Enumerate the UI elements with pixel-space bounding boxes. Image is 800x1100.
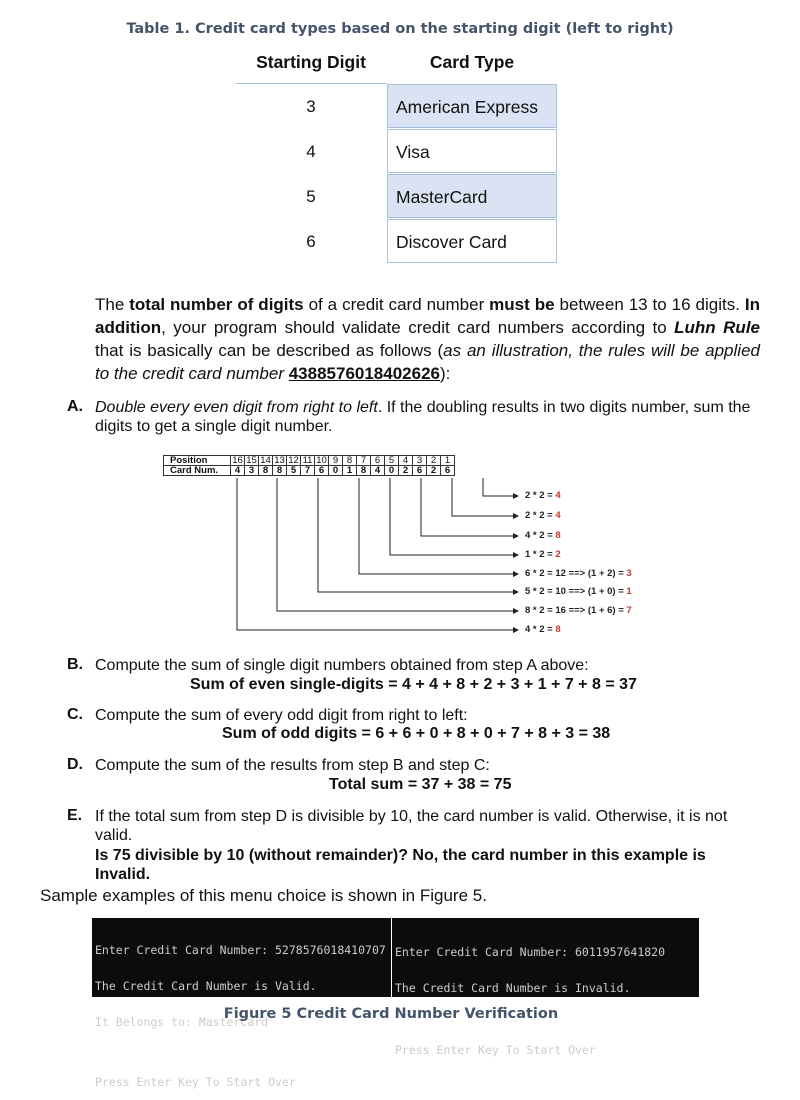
starting-digit: 3 [306,97,316,116]
step-a-italic: Double every even digit from right to left [95,399,378,416]
intro-text: that is basically can be described as follows ( [95,341,444,360]
doubling-line [525,530,561,541]
doubling-expr: 4 * 2 = [525,530,556,541]
starting-digit: 5 [306,187,316,206]
position-cell: 15 [246,455,257,466]
doubling-line [525,549,561,560]
position-cell: 2 [427,456,441,466]
position-cell: 12 [288,455,299,466]
position-cell: 8 [343,456,357,466]
position-cell: 4 [399,456,413,466]
intro-text: between 13 to 16 digits. [554,295,745,314]
doubling-result: 8 [555,624,561,635]
position-cell: 14 [260,455,271,466]
doubling-line [525,510,561,521]
digit-cell: 6 [413,466,427,476]
doubling-expr: 5 * 2 = 10 ==> (1 + 0) = [525,586,627,597]
digit-cell: 0 [329,466,343,476]
doubling-line [525,586,632,597]
doubling-result: 7 [626,605,632,616]
digit-cell: 8 [273,466,287,476]
starting-digit: 6 [306,232,316,251]
intro-bold: total number of digits [129,295,304,314]
doubling-result: 3 [626,568,632,579]
doubling-line [525,624,561,635]
step-b-text: Compute the sum of single digit numbers obtained from step A above: [95,657,589,674]
intro-text: of a credit card number [303,295,490,314]
terminal-line: It Belongs to: MasterCard [95,1015,269,1029]
intro-bold: In addition [95,295,760,337]
card-type: Discover Card [387,219,557,263]
position-cell: 16 [232,455,243,466]
digit-cell: 2 [399,466,413,476]
terminal-line: Enter Credit Card Number: 5278576018410707 [95,943,386,957]
step-a-label: A. [67,398,83,415]
intro-bold: must be [489,295,555,314]
doubling-expr: 2 * 2 = [525,490,556,501]
step-e-label: E. [67,807,83,824]
doubling-result: 2 [555,549,561,560]
doubling-expr: 1 * 2 = [525,549,556,560]
terminal-line: Press Enter Key To Start Over [95,1075,296,1089]
connector-line [277,478,518,611]
card-num-label: Card Num. [164,466,231,476]
doubling-expr: 2 * 2 = [525,510,556,521]
step-c-label: C. [67,706,83,723]
position-cell: 3 [413,456,427,466]
terminal-line: The Credit Card Number is Valid. [95,979,317,993]
card-type: MasterCard [387,174,557,218]
position-label: Position [164,456,231,466]
connector-line [452,478,518,516]
position-cell: 5 [385,456,399,466]
step-e-conclusion: Is 75 divisible by 10 (without remainder)? No, the card number in this example is Invalid. [95,847,706,883]
intro-text: ): [440,364,451,383]
terminal-line: Press Enter Key To Start Over [395,1043,596,1057]
doubling-line [525,568,632,579]
figure-caption: Figure 5 Credit Card Number Verification [223,1006,559,1022]
step-c-equation: Sum of odd digits = 6 + 6 + 0 + 8 + 0 + 7 + 8 + 3 = 38 [222,725,611,742]
starting-digit: 4 [306,142,316,161]
digit-cell: 4 [231,466,245,476]
table-caption: Table 1. Credit card types based on the starting digit (left to right) [126,21,674,37]
doubling-expr: 4 * 2 = [525,624,556,635]
intro-italic: as an illustration, the rules will be applied to the credit card number [95,341,760,383]
digit-cell: 8 [259,466,273,476]
connector-line [318,478,518,592]
position-cell: 1 [441,456,455,466]
step-d-equation: Total sum = 37 + 38 = 75 [329,776,512,793]
digit-cell: 6 [441,466,455,476]
step-b-label: B. [67,656,83,673]
column-header-card-type: Card Type [429,52,515,72]
terminal-invalid-example [392,918,699,1057]
card-type: Visa [387,129,557,173]
digit-cell: 7 [301,466,315,476]
doubling-expr: 6 * 2 = 12 ==> (1 + 2) = [525,568,627,579]
connector-line [421,478,518,536]
step-c-text: Compute the sum of every odd digit from right to left: [95,707,468,724]
doubling-line [525,490,561,501]
position-cell: 9 [329,456,343,466]
step-e-text: If the total sum from step D is divisible by 10, the card number is valid. Otherwise, it is not valid. [95,808,728,844]
step-b-equation: Sum of even single-digits = 4 + 4 + 8 + 2 + 3 + 1 + 7 + 8 = 37 [190,676,637,693]
doubling-line [525,605,632,616]
position-cell: 7 [357,456,371,466]
step-d-label: D. [67,756,83,773]
card-type: American Express [387,84,557,128]
position-cell: 10 [316,455,327,466]
luhn-rule-term: Luhn Rule [674,318,760,337]
terminal-line: Enter Credit Card Number: 6011957641820 [395,945,666,959]
digit-cell: 8 [357,466,371,476]
doubling-result: 8 [555,530,561,541]
example-card-number: 4388576018402626 [288,364,440,383]
position-cell: 13 [274,455,285,466]
connector-line [483,478,518,496]
digit-cell: 4 [371,466,385,476]
doubling-result: 1 [626,586,632,597]
digit-cell: 0 [385,466,399,476]
terminal-line: The Credit Card Number is Invalid. [395,981,631,995]
connector-line [359,478,518,574]
sample-sentence: Sample examples of this menu choice is shown in Figure 5. [40,886,487,905]
intro-text: The [95,295,130,314]
doubling-result: 4 [555,490,561,501]
position-cell: 11 [301,456,315,466]
position-cell: 6 [371,456,385,466]
digit-cell: 2 [427,466,441,476]
digit-cell: 3 [245,466,259,476]
intro-text: , your program should validate credit card numbers according to [161,318,675,337]
connector-line [237,478,518,630]
digit-cell: 5 [287,466,301,476]
digit-cell: 6 [315,466,329,476]
step-a-rest: . If the doubling results in two digits number, sum the digits to get a single digit number. [95,399,751,435]
step-d-text: Compute the sum of the results from step B and step C: [95,757,490,774]
digit-cell: 1 [343,466,357,476]
doubling-result: 4 [555,510,561,521]
column-header-starting-digit: Starting Digit [256,52,366,72]
doubling-expr: 8 * 2 = 16 ==> (1 + 6) = [525,605,627,616]
